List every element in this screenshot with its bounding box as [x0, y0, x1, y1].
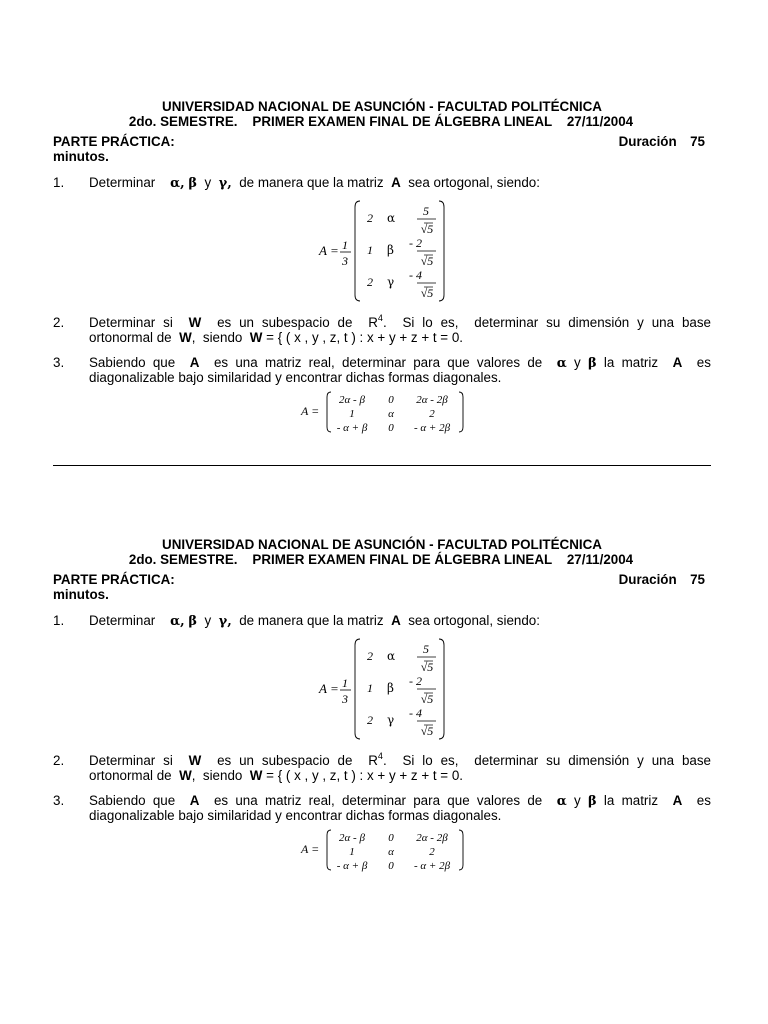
question-2-number: 2.: [53, 315, 65, 330]
m1-r3-c2: γ: [387, 275, 395, 289]
m2-r1-c1: 2α - β: [339, 832, 365, 844]
question-3-number: 3.: [53, 793, 65, 808]
matrix-1-frac-den: 3: [342, 254, 348, 268]
m1-r2-num: - 2: [409, 674, 422, 688]
matrix-1-frac-num: 1: [342, 238, 348, 252]
m2-r3-c3: - α + 2β: [413, 422, 451, 434]
question-3-number: 3.: [53, 355, 65, 370]
parte-practica-label: PARTE PRÁCTICA:: [53, 572, 175, 587]
m2-r3-c1: - α + β: [336, 860, 368, 872]
m2-r3-c2: 0: [388, 860, 394, 872]
duration-label: Duración 75: [618, 134, 705, 149]
exam-title: 2do. SEMESTRE. PRIMER EXAMEN FINAL DE ÁLGEBRA LINEAL 27/11/2004: [128, 114, 634, 129]
m2-r3-c1: - α + β: [336, 422, 368, 434]
question-2-line-1: Determinar si W es un subespacio de $R^4$. Si lo es, determinar su dimensión y una base: [89, 751, 711, 768]
m1-r3-den: √5: [420, 286, 434, 300]
duration-minutes: minutos.: [53, 587, 109, 602]
m2-r1-c3: 2α - 2β: [416, 832, 448, 844]
m1-r3-den: √5: [420, 724, 434, 738]
m2-r2-c3: 2: [429, 846, 435, 858]
m1-r1-num: 5: [423, 204, 429, 218]
parte-practica-label: PARTE PRÁCTICA:: [53, 134, 175, 149]
m1-r2-c2: β: [387, 681, 394, 695]
matrix-2-lhs: A =: [301, 842, 320, 856]
m1-r1-c1: 2: [367, 649, 373, 663]
question-3-line-2: diagonalizable bajo similaridad y encontrar dichas formas diagonales.: [89, 370, 502, 385]
duration-minutes: minutos.: [53, 149, 109, 164]
question-3-line-1: Sabiendo que A es una matriz real, determinar para que valores de α y β la matriz A es: [89, 355, 711, 371]
matrix-1-lhs: A =: [319, 681, 339, 696]
matrix-2-lhs: A =: [301, 404, 320, 418]
m1-r2-c1: 1: [367, 681, 373, 695]
m1-r2-den: √5: [420, 692, 434, 706]
m1-r3-num: - 4: [409, 706, 422, 720]
m1-r3-c1: 2: [367, 275, 373, 289]
m2-r1-c2: 0: [388, 832, 394, 844]
question-2-number: 2.: [53, 753, 65, 768]
m1-r3-num: - 4: [409, 268, 422, 282]
question-1-text: Determinar α, β y γ, de manera que la matriz A sea ortogonal, siendo:: [89, 613, 540, 629]
question-2-line-2: ortonormal de W, siendo W = { ( x , y , z, t ) : x + y + z + t = 0.: [89, 330, 464, 345]
m1-r2-num: - 2: [409, 236, 422, 250]
m1-r1-den: √5: [420, 660, 434, 674]
matrix-1-frac-den: 3: [342, 692, 348, 706]
m2-r3-c2: 0: [388, 422, 394, 434]
m1-r3-c2: γ: [387, 713, 395, 727]
matrix-1: [0, 197, 768, 307]
m1-r2-c2: β: [387, 243, 394, 257]
exam-title: 2do. SEMESTRE. PRIMER EXAMEN FINAL DE ÁLGEBRA LINEAL 27/11/2004: [128, 552, 634, 567]
m1-r1-c2: α: [387, 211, 396, 225]
m1-r2-c1: 1: [367, 243, 373, 257]
university-header: UNIVERSIDAD NACIONAL DE ASUNCIÓN - FACULTAD POLITÉCNICA: [162, 537, 602, 552]
question-3-line-1: Sabiendo que A es una matriz real, determinar para que valores de α y β la matriz A es: [89, 793, 711, 809]
cut-line-divider: [53, 465, 711, 466]
m1-r3-c1: 2: [367, 713, 373, 727]
question-1-number: 1.: [53, 613, 65, 628]
m2-r1-c3: 2α - 2β: [416, 394, 448, 406]
matrix-1-lhs: A =: [319, 243, 339, 258]
matrix-2: [0, 827, 768, 873]
m2-r2-c1: 1: [349, 846, 355, 858]
question-1-number: 1.: [53, 175, 65, 190]
m1-r2-den: √5: [420, 254, 434, 268]
m1-r1-den: √5: [420, 222, 434, 236]
m2-r2-c1: 1: [349, 408, 355, 420]
m1-r1-c2: α: [387, 649, 396, 663]
m2-r2-c3: 2: [429, 408, 435, 420]
matrix-1-frac-num: 1: [342, 676, 348, 690]
question-3-line-2: diagonalizable bajo similaridad y encontrar dichas formas diagonales.: [89, 808, 502, 823]
m2-r2-c2: α: [388, 408, 394, 420]
matrix-2: [0, 389, 768, 435]
question-2-line-1: Determinar si W es un subespacio de $R^4$. Si lo es, determinar su dimensión y una base: [89, 313, 711, 330]
m1-r1-num: 5: [423, 642, 429, 656]
m2-r2-c2: α: [388, 846, 394, 858]
m2-r1-c2: 0: [388, 394, 394, 406]
university-header: UNIVERSIDAD NACIONAL DE ASUNCIÓN - FACULTAD POLITÉCNICA: [162, 99, 602, 114]
m2-r3-c3: - α + 2β: [413, 860, 451, 872]
m1-r1-c1: 2: [367, 211, 373, 225]
m2-r1-c1: 2α - β: [339, 394, 365, 406]
duration-label: Duración 75: [618, 572, 705, 587]
matrix-1: [0, 635, 768, 745]
question-2-line-2: ortonormal de W, siendo W = { ( x , y , z, t ) : x + y + z + t = 0.: [89, 768, 464, 783]
question-1-text: Determinar α, β y γ, de manera que la matriz A sea ortogonal, siendo:: [89, 175, 540, 191]
